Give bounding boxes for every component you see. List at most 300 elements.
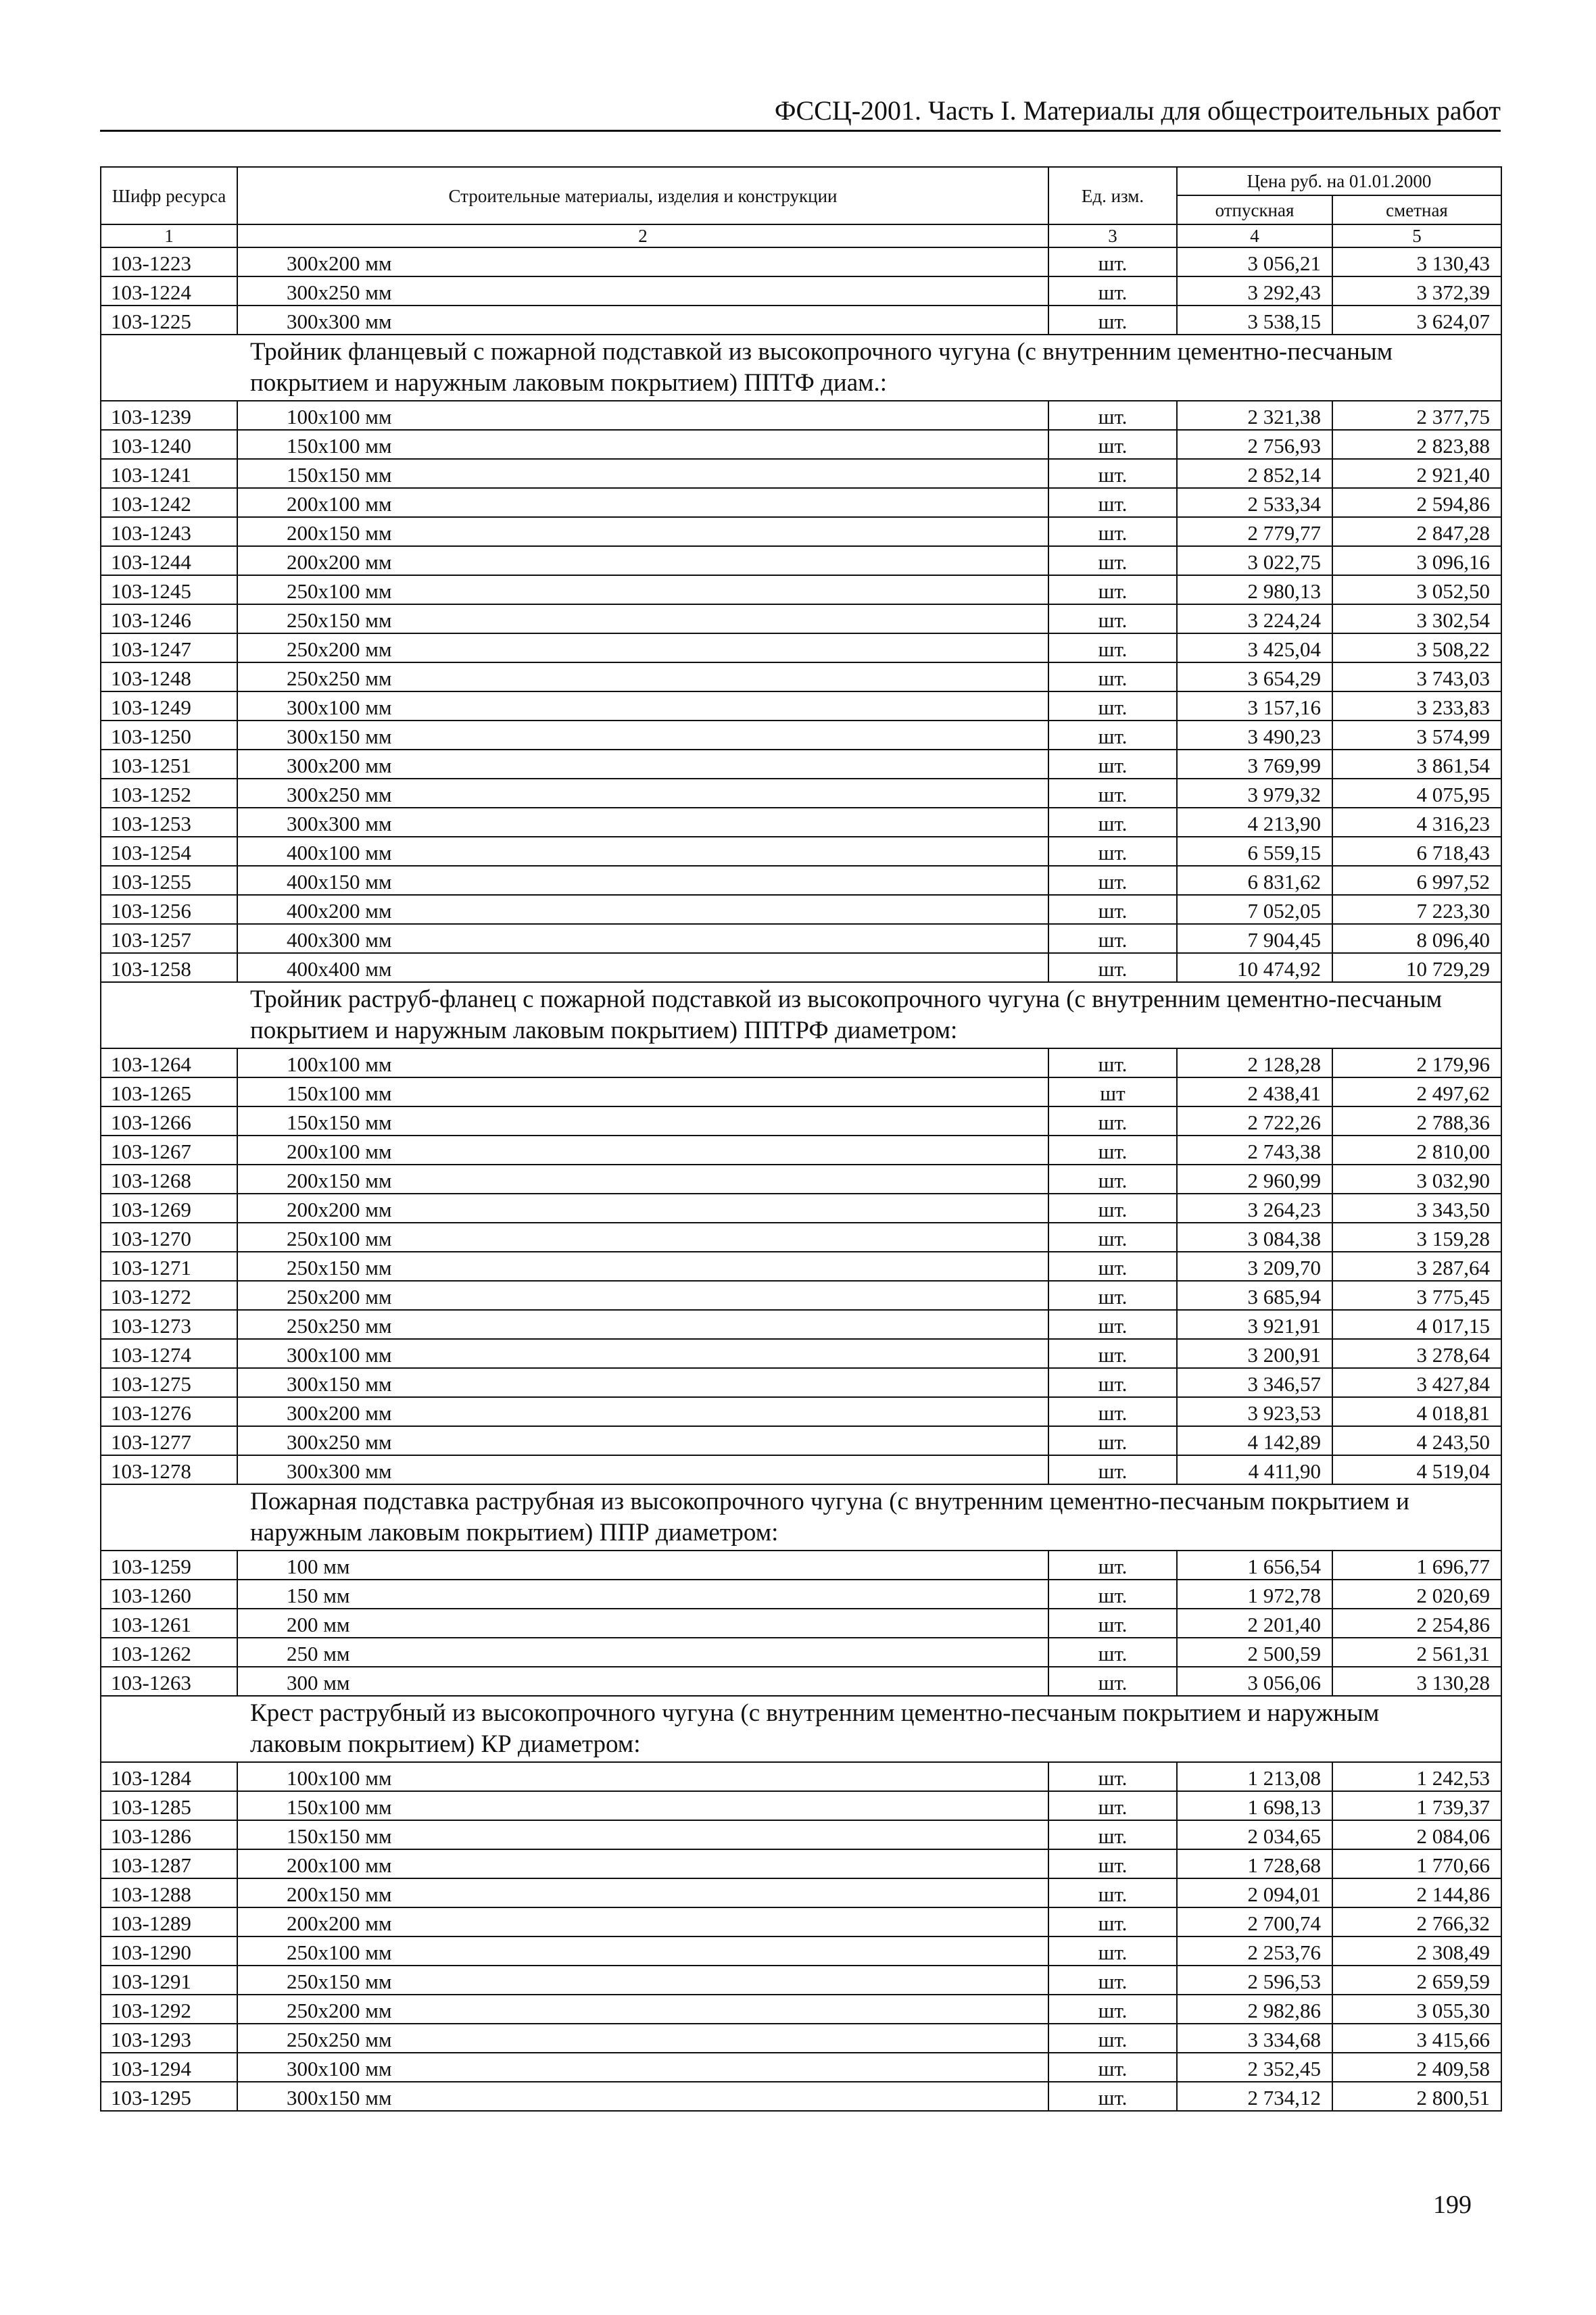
- table-row: [101, 1791, 1501, 1820]
- release-price: 3 292,43: [1177, 276, 1332, 306]
- release-price: 2 201,40: [1177, 1609, 1332, 1638]
- item-name: 200х200 мм: [237, 1907, 1048, 1936]
- release-price: 3 224,24: [1177, 604, 1332, 633]
- section-heading: Пожарная подставка раструбная из высокопрочного чугуна (с внутренним цементно-песчаным покрытием и наружным лаковым покрытием) ППР диаметром:: [101, 1484, 1501, 1551]
- item-name: 200х200 мм: [237, 546, 1048, 575]
- release-price: 3 157,16: [1177, 691, 1332, 721]
- estimate-price: 10 729,29: [1332, 953, 1501, 982]
- estimate-price: 2 144,86: [1332, 1878, 1501, 1907]
- release-price: 2 533,34: [1177, 488, 1332, 517]
- table-row: [101, 1194, 1501, 1223]
- header-unit: Ед. изм.: [1048, 167, 1177, 224]
- unit-of-measure: шт.: [1048, 837, 1177, 866]
- table-row: [101, 1368, 1501, 1397]
- resource-code: 103-1241: [101, 459, 237, 488]
- release-price: 2 779,77: [1177, 517, 1332, 546]
- header-estimate-price: сметная: [1332, 195, 1501, 224]
- unit-of-measure: шт.: [1048, 662, 1177, 691]
- estimate-price: 4 018,81: [1332, 1397, 1501, 1426]
- estimate-price: 3 287,64: [1332, 1252, 1501, 1281]
- unit-of-measure: шт.: [1048, 1849, 1177, 1878]
- table-row: [101, 306, 1501, 335]
- table-row: [101, 459, 1501, 488]
- unit-of-measure: шт.: [1048, 895, 1177, 924]
- estimate-price: 3 624,07: [1332, 306, 1501, 335]
- estimate-price: 4 243,50: [1332, 1426, 1501, 1455]
- item-name: 300х150 мм: [237, 1368, 1048, 1397]
- table-row: [101, 1551, 1501, 1580]
- estimate-price: 3 861,54: [1332, 750, 1501, 779]
- release-price: 7 904,45: [1177, 924, 1332, 953]
- unit-of-measure: шт.: [1048, 430, 1177, 459]
- column-number: 2: [237, 224, 1048, 247]
- release-price: 2 034,65: [1177, 1820, 1332, 1849]
- release-price: 2 743,38: [1177, 1136, 1332, 1165]
- item-name: 200х100 мм: [237, 488, 1048, 517]
- release-price: 2 352,45: [1177, 2053, 1332, 2082]
- resource-code: 103-1248: [101, 662, 237, 691]
- unit-of-measure: шт.: [1048, 1397, 1177, 1426]
- item-name: 300 мм: [237, 1667, 1048, 1696]
- release-price: 2 700,74: [1177, 1907, 1332, 1936]
- unit-of-measure: шт.: [1048, 1580, 1177, 1609]
- table-row: [101, 1223, 1501, 1252]
- item-name: 200х100 мм: [237, 1136, 1048, 1165]
- item-name: 250х250 мм: [237, 1310, 1048, 1339]
- item-name: 300х150 мм: [237, 721, 1048, 750]
- resource-code: 103-1249: [101, 691, 237, 721]
- resource-code: 103-1223: [101, 247, 237, 276]
- release-price: 2 982,86: [1177, 1995, 1332, 2024]
- table-row: [101, 691, 1501, 721]
- release-price: 1 972,78: [1177, 1580, 1332, 1609]
- unit-of-measure: шт.: [1048, 1339, 1177, 1368]
- resource-code: 103-1266: [101, 1106, 237, 1136]
- column-number-row: [101, 224, 1501, 247]
- unit-of-measure: шт.: [1048, 1048, 1177, 1077]
- release-price: 3 979,32: [1177, 779, 1332, 808]
- item-name: 100х100 мм: [237, 1762, 1048, 1791]
- resource-code: 103-1272: [101, 1281, 237, 1310]
- unit-of-measure: шт.: [1048, 2024, 1177, 2053]
- resource-code: 103-1264: [101, 1048, 237, 1077]
- item-name: 250х200 мм: [237, 1995, 1048, 2024]
- unit-of-measure: шт.: [1048, 604, 1177, 633]
- unit-of-measure: шт.: [1048, 1966, 1177, 1995]
- estimate-price: 4 017,15: [1332, 1310, 1501, 1339]
- item-name: 250 мм: [237, 1638, 1048, 1667]
- table-row: [101, 662, 1501, 691]
- table-row: [101, 1638, 1501, 1667]
- release-price: 3 022,75: [1177, 546, 1332, 575]
- release-price: 3 346,57: [1177, 1368, 1332, 1397]
- item-name: 300х250 мм: [237, 779, 1048, 808]
- estimate-price: 2 377,75: [1332, 401, 1501, 430]
- release-price: 1 698,13: [1177, 1791, 1332, 1820]
- estimate-price: 2 847,28: [1332, 517, 1501, 546]
- estimate-price: 2 823,88: [1332, 430, 1501, 459]
- estimate-price: 1 739,37: [1332, 1791, 1501, 1820]
- estimate-price: 6 997,52: [1332, 866, 1501, 895]
- table-row: [101, 1397, 1501, 1426]
- table-header-row: [101, 167, 1501, 195]
- item-name: 300х200 мм: [237, 247, 1048, 276]
- release-price: 2 321,38: [1177, 401, 1332, 430]
- table-row: [101, 1849, 1501, 1878]
- release-price: 6 559,15: [1177, 837, 1332, 866]
- item-name: 300х100 мм: [237, 691, 1048, 721]
- resource-code: 103-1240: [101, 430, 237, 459]
- release-price: 2 980,13: [1177, 575, 1332, 604]
- release-price: 2 852,14: [1177, 459, 1332, 488]
- release-price: 2 734,12: [1177, 2082, 1332, 2111]
- release-price: 3 685,94: [1177, 1281, 1332, 1310]
- unit-of-measure: шт.: [1048, 808, 1177, 837]
- estimate-price: 2 800,51: [1332, 2082, 1501, 2111]
- release-price: 3 056,21: [1177, 247, 1332, 276]
- table-row: [101, 779, 1501, 808]
- item-name: 300х300 мм: [237, 808, 1048, 837]
- resource-code: 103-1250: [101, 721, 237, 750]
- table-row: [101, 1455, 1501, 1484]
- resource-code: 103-1254: [101, 837, 237, 866]
- estimate-price: 3 130,43: [1332, 247, 1501, 276]
- table-row: [101, 1762, 1501, 1791]
- estimate-price: 1 242,53: [1332, 1762, 1501, 1791]
- release-price: 10 474,92: [1177, 953, 1332, 982]
- estimate-price: 4 316,23: [1332, 808, 1501, 837]
- release-price: 3 334,68: [1177, 2024, 1332, 2053]
- unit-of-measure: шт.: [1048, 306, 1177, 335]
- unit-of-measure: шт.: [1048, 2082, 1177, 2111]
- header-price: Цена руб. на 01.01.2000: [1177, 167, 1501, 195]
- resource-code: 103-1291: [101, 1966, 237, 1995]
- unit-of-measure: шт.: [1048, 459, 1177, 488]
- unit-of-measure: шт.: [1048, 1907, 1177, 1936]
- page-header-title: ФССЦ-2001. Часть I. Материалы для общестроительных работ: [774, 95, 1501, 126]
- item-name: 200х150 мм: [237, 1165, 1048, 1194]
- estimate-price: 2 921,40: [1332, 459, 1501, 488]
- resource-code: 103-1285: [101, 1791, 237, 1820]
- item-name: 300х100 мм: [237, 1339, 1048, 1368]
- resource-code: 103-1292: [101, 1995, 237, 2024]
- resource-code: 103-1269: [101, 1194, 237, 1223]
- item-name: 400х200 мм: [237, 895, 1048, 924]
- resource-code: 103-1260: [101, 1580, 237, 1609]
- estimate-price: 2 561,31: [1332, 1638, 1501, 1667]
- item-name: 250х150 мм: [237, 1252, 1048, 1281]
- resource-code: 103-1284: [101, 1762, 237, 1791]
- table-row: [101, 1106, 1501, 1136]
- section-heading-row: [101, 982, 1501, 1048]
- estimate-price: 3 052,50: [1332, 575, 1501, 604]
- table-row: [101, 924, 1501, 953]
- resource-code: 103-1253: [101, 808, 237, 837]
- table-row: [101, 808, 1501, 837]
- estimate-price: 3 233,83: [1332, 691, 1501, 721]
- unit-of-measure: шт.: [1048, 546, 1177, 575]
- item-name: 400х150 мм: [237, 866, 1048, 895]
- estimate-price: 2 766,32: [1332, 1907, 1501, 1936]
- item-name: 300х250 мм: [237, 1426, 1048, 1455]
- unit-of-measure: шт.: [1048, 721, 1177, 750]
- unit-of-measure: шт.: [1048, 1223, 1177, 1252]
- table-row: [101, 546, 1501, 575]
- unit-of-measure: шт.: [1048, 633, 1177, 662]
- item-name: 200х100 мм: [237, 1849, 1048, 1878]
- estimate-price: 3 415,66: [1332, 2024, 1501, 2053]
- unit-of-measure: шт.: [1048, 1106, 1177, 1136]
- item-name: 400х300 мм: [237, 924, 1048, 953]
- resource-code: 103-1265: [101, 1077, 237, 1106]
- estimate-price: 4 075,95: [1332, 779, 1501, 808]
- estimate-price: 3 130,28: [1332, 1667, 1501, 1696]
- item-name: 250х150 мм: [237, 1966, 1048, 1995]
- resource-code: 103-1259: [101, 1551, 237, 1580]
- price-table: [100, 166, 1502, 2112]
- release-price: 1 213,08: [1177, 1762, 1332, 1791]
- release-price: 2 438,41: [1177, 1077, 1332, 1106]
- table-row: [101, 895, 1501, 924]
- table-row: [101, 1936, 1501, 1966]
- table-row: [101, 1252, 1501, 1281]
- estimate-price: 2 254,86: [1332, 1609, 1501, 1638]
- estimate-price: 3 278,64: [1332, 1339, 1501, 1368]
- unit-of-measure: шт.: [1048, 1791, 1177, 1820]
- unit-of-measure: шт.: [1048, 750, 1177, 779]
- unit-of-measure: шт.: [1048, 779, 1177, 808]
- section-heading: Тройник раструб-фланец с пожарной подставкой из высокопрочного чугуна (с внутренним цементно-песчаным покрытием и наружным лаковым покрытием) ППТРФ диаметром:: [101, 982, 1501, 1048]
- table-row: [101, 2053, 1501, 2082]
- table-row: [101, 604, 1501, 633]
- estimate-price: 2 659,59: [1332, 1966, 1501, 1995]
- table-row: [101, 1995, 1501, 2024]
- resource-code: 103-1245: [101, 575, 237, 604]
- unit-of-measure: шт.: [1048, 1936, 1177, 1966]
- resource-code: 103-1286: [101, 1820, 237, 1849]
- item-name: 250х250 мм: [237, 2024, 1048, 2053]
- item-name: 150х150 мм: [237, 459, 1048, 488]
- release-price: 3 084,38: [1177, 1223, 1332, 1252]
- header-rule: [100, 130, 1501, 132]
- resource-code: 103-1256: [101, 895, 237, 924]
- unit-of-measure: шт.: [1048, 1194, 1177, 1223]
- release-price: 3 209,70: [1177, 1252, 1332, 1281]
- resource-code: 103-1267: [101, 1136, 237, 1165]
- release-price: 4 142,89: [1177, 1426, 1332, 1455]
- section-heading-row: [101, 1484, 1501, 1551]
- estimate-price: 3 372,39: [1332, 276, 1501, 306]
- item-name: 100 мм: [237, 1551, 1048, 1580]
- resource-code: 103-1247: [101, 633, 237, 662]
- release-price: 3 654,29: [1177, 662, 1332, 691]
- unit-of-measure: шт: [1048, 1077, 1177, 1106]
- resource-code: 103-1244: [101, 546, 237, 575]
- table-row: [101, 1339, 1501, 1368]
- resource-code: 103-1261: [101, 1609, 237, 1638]
- release-price: 1 656,54: [1177, 1551, 1332, 1580]
- column-number: 3: [1048, 224, 1177, 247]
- estimate-price: 7 223,30: [1332, 895, 1501, 924]
- unit-of-measure: шт.: [1048, 2053, 1177, 2082]
- column-number: 4: [1177, 224, 1332, 247]
- item-name: 300х100 мм: [237, 2053, 1048, 2082]
- header-release-price: отпускная: [1177, 195, 1332, 224]
- item-name: 300х150 мм: [237, 2082, 1048, 2111]
- page-number: 199: [1433, 2191, 1472, 2219]
- item-name: 200 мм: [237, 1609, 1048, 1638]
- table-row: [101, 1878, 1501, 1907]
- unit-of-measure: шт.: [1048, 1310, 1177, 1339]
- unit-of-measure: шт.: [1048, 866, 1177, 895]
- resource-code: 103-1224: [101, 276, 237, 306]
- unit-of-measure: шт.: [1048, 1368, 1177, 1397]
- item-name: 250х200 мм: [237, 633, 1048, 662]
- item-name: 100х100 мм: [237, 401, 1048, 430]
- header-code: Шифр ресурса: [101, 167, 237, 224]
- estimate-price: 2 810,00: [1332, 1136, 1501, 1165]
- table-row: [101, 517, 1501, 546]
- unit-of-measure: шт.: [1048, 1551, 1177, 1580]
- resource-code: 103-1288: [101, 1878, 237, 1907]
- table-row: [101, 1077, 1501, 1106]
- item-name: 400х100 мм: [237, 837, 1048, 866]
- resource-code: 103-1252: [101, 779, 237, 808]
- resource-code: 103-1239: [101, 401, 237, 430]
- item-name: 250х100 мм: [237, 575, 1048, 604]
- resource-code: 103-1257: [101, 924, 237, 953]
- estimate-price: 1 696,77: [1332, 1551, 1501, 1580]
- estimate-price: 8 096,40: [1332, 924, 1501, 953]
- item-name: 300х300 мм: [237, 1455, 1048, 1484]
- release-price: 3 538,15: [1177, 306, 1332, 335]
- table-row: [101, 633, 1501, 662]
- table-row: [101, 1165, 1501, 1194]
- table-row: [101, 401, 1501, 430]
- estimate-price: 4 519,04: [1332, 1455, 1501, 1484]
- release-price: 2 128,28: [1177, 1048, 1332, 1077]
- unit-of-measure: шт.: [1048, 401, 1177, 430]
- resource-code: 103-1225: [101, 306, 237, 335]
- estimate-price: 2 594,86: [1332, 488, 1501, 517]
- table-row: [101, 837, 1501, 866]
- estimate-price: 6 718,43: [1332, 837, 1501, 866]
- item-name: 300х250 мм: [237, 276, 1048, 306]
- table-row: [101, 2082, 1501, 2111]
- unit-of-measure: шт.: [1048, 953, 1177, 982]
- price-table-body: [101, 167, 1501, 2111]
- item-name: 150х100 мм: [237, 430, 1048, 459]
- estimate-price: 3 427,84: [1332, 1368, 1501, 1397]
- unit-of-measure: шт.: [1048, 517, 1177, 546]
- section-heading-row: [101, 335, 1501, 401]
- resource-code: 103-1275: [101, 1368, 237, 1397]
- table-row: [101, 276, 1501, 306]
- estimate-price: 2 308,49: [1332, 1936, 1501, 1966]
- item-name: 250х200 мм: [237, 1281, 1048, 1310]
- release-price: 4 213,90: [1177, 808, 1332, 837]
- resource-code: 103-1290: [101, 1936, 237, 1966]
- release-price: 2 500,59: [1177, 1638, 1332, 1667]
- estimate-price: 2 409,58: [1332, 2053, 1501, 2082]
- item-name: 250х100 мм: [237, 1223, 1048, 1252]
- resource-code: 103-1273: [101, 1310, 237, 1339]
- unit-of-measure: шт.: [1048, 1762, 1177, 1791]
- release-price: 7 052,05: [1177, 895, 1332, 924]
- release-price: 3 425,04: [1177, 633, 1332, 662]
- item-name: 150х150 мм: [237, 1106, 1048, 1136]
- estimate-price: 3 775,45: [1332, 1281, 1501, 1310]
- table-row: [101, 866, 1501, 895]
- table-row: [101, 430, 1501, 459]
- item-name: 300х200 мм: [237, 750, 1048, 779]
- column-number: 1: [101, 224, 237, 247]
- resource-code: 103-1276: [101, 1397, 237, 1426]
- estimate-price: 3 159,28: [1332, 1223, 1501, 1252]
- release-price: 3 056,06: [1177, 1667, 1332, 1696]
- item-name: 300х300 мм: [237, 306, 1048, 335]
- table-row: [101, 1966, 1501, 1995]
- table-row: [101, 2024, 1501, 2053]
- resource-code: 103-1277: [101, 1426, 237, 1455]
- release-price: 3 264,23: [1177, 1194, 1332, 1223]
- estimate-price: 3 302,54: [1332, 604, 1501, 633]
- item-name: 150х100 мм: [237, 1077, 1048, 1106]
- item-name: 150х100 мм: [237, 1791, 1048, 1820]
- item-name: 250х150 мм: [237, 604, 1048, 633]
- table-row: [101, 721, 1501, 750]
- resource-code: 103-1263: [101, 1667, 237, 1696]
- header-name: Строительные материалы, изделия и конструкции: [237, 167, 1048, 224]
- unit-of-measure: шт.: [1048, 1455, 1177, 1484]
- table-row: [101, 1310, 1501, 1339]
- estimate-price: 2 788,36: [1332, 1106, 1501, 1136]
- release-price: 3 921,91: [1177, 1310, 1332, 1339]
- unit-of-measure: шт.: [1048, 247, 1177, 276]
- estimate-price: 3 096,16: [1332, 546, 1501, 575]
- estimate-price: 3 508,22: [1332, 633, 1501, 662]
- table-row: [101, 1820, 1501, 1849]
- estimate-price: 3 574,99: [1332, 721, 1501, 750]
- table-row: [101, 750, 1501, 779]
- estimate-price: 2 020,69: [1332, 1580, 1501, 1609]
- table-row: [101, 488, 1501, 517]
- resource-code: 103-1295: [101, 2082, 237, 2111]
- resource-code: 103-1274: [101, 1339, 237, 1368]
- item-name: 400х400 мм: [237, 953, 1048, 982]
- resource-code: 103-1278: [101, 1455, 237, 1484]
- release-price: 2 596,53: [1177, 1966, 1332, 1995]
- release-price: 1 728,68: [1177, 1849, 1332, 1878]
- table-row: [101, 953, 1501, 982]
- resource-code: 103-1251: [101, 750, 237, 779]
- table-row: [101, 1667, 1501, 1696]
- estimate-price: 2 084,06: [1332, 1820, 1501, 1849]
- resource-code: 103-1271: [101, 1252, 237, 1281]
- item-name: 200х200 мм: [237, 1194, 1048, 1223]
- release-price: 4 411,90: [1177, 1455, 1332, 1484]
- unit-of-measure: шт.: [1048, 1878, 1177, 1907]
- table-row: [101, 1048, 1501, 1077]
- estimate-price: 2 497,62: [1332, 1077, 1501, 1106]
- table-row: [101, 247, 1501, 276]
- resource-code: 103-1242: [101, 488, 237, 517]
- release-price: 3 200,91: [1177, 1339, 1332, 1368]
- unit-of-measure: шт.: [1048, 575, 1177, 604]
- unit-of-measure: шт.: [1048, 1136, 1177, 1165]
- section-heading-row: [101, 1696, 1501, 1762]
- table-row: [101, 575, 1501, 604]
